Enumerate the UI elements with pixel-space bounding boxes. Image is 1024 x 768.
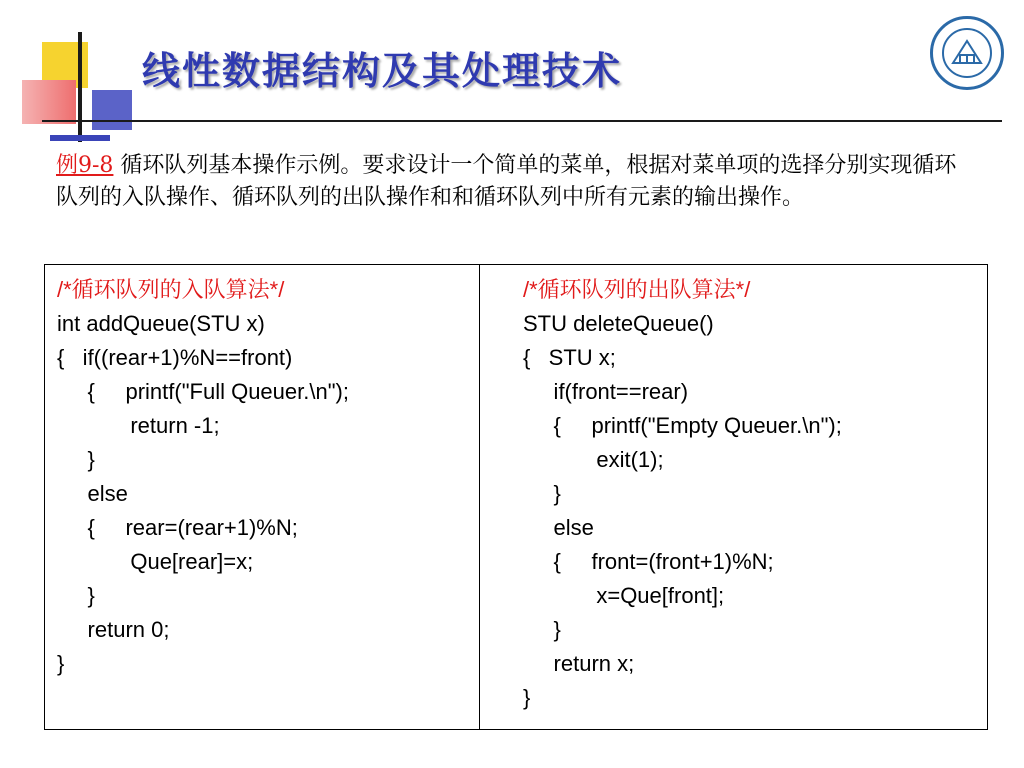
code-line: } — [57, 583, 95, 608]
code-comment: /*循环队列的出队算法*/ — [523, 277, 751, 302]
code-line: return -1; — [57, 413, 220, 438]
university-logo — [930, 16, 1004, 90]
logo-emblem — [942, 28, 992, 78]
code-line: { rear=(rear+1)%N; — [57, 515, 298, 540]
enqueue-code-column — [57, 273, 349, 681]
code-line: else — [523, 515, 594, 540]
emblem-icon — [947, 33, 987, 73]
code-line: } — [523, 685, 531, 710]
decor-red-block — [22, 80, 76, 124]
code-line: { if((rear+1)%N==front) — [57, 345, 293, 370]
slide-title: 线性数据结构及其处理技术 — [142, 49, 623, 93]
code-line: { STU x; — [523, 345, 616, 370]
code-line: { front=(front+1)%N; — [523, 549, 774, 574]
decor-vertical-line — [78, 32, 82, 142]
code-line: } — [523, 481, 561, 506]
code-line: if(front==rear) — [523, 379, 689, 404]
code-line: x=Que[front]; — [523, 583, 725, 608]
title-underline — [42, 120, 1002, 122]
example-text: 循环队列基本操作示例。要求设计一个简单的菜单，根据对菜单项的选择分别实现循环队列的入队操作、循环队列的出队操作和和循环队列中所有元素的输出操作。 — [56, 153, 957, 210]
code-line: { printf("Full Queuer.\n"); — [57, 379, 349, 404]
code-comment: /*循环队列的入队算法*/ — [57, 277, 285, 302]
code-line: Que[rear]=x; — [57, 549, 254, 574]
code-line: exit(1); — [523, 447, 664, 472]
code-line: return x; — [523, 651, 635, 676]
code-line: STU deleteQueue() — [523, 311, 714, 336]
code-comparison-table — [44, 264, 988, 730]
code-line: else — [57, 481, 128, 506]
example-description — [56, 150, 976, 214]
code-line: } — [57, 447, 95, 472]
dequeue-code-column — [523, 273, 842, 715]
decor-blue-bar — [50, 135, 110, 141]
decor-blue-block — [92, 90, 132, 130]
code-line: int addQueue(STU x) — [57, 311, 265, 336]
code-line: { printf("Empty Queuer.\n"); — [523, 413, 842, 438]
code-line: } — [57, 651, 65, 676]
table-divider — [479, 265, 480, 729]
code-line: } — [523, 617, 561, 642]
code-line: return 0; — [57, 617, 170, 642]
example-label: 例9-8 — [56, 153, 114, 178]
